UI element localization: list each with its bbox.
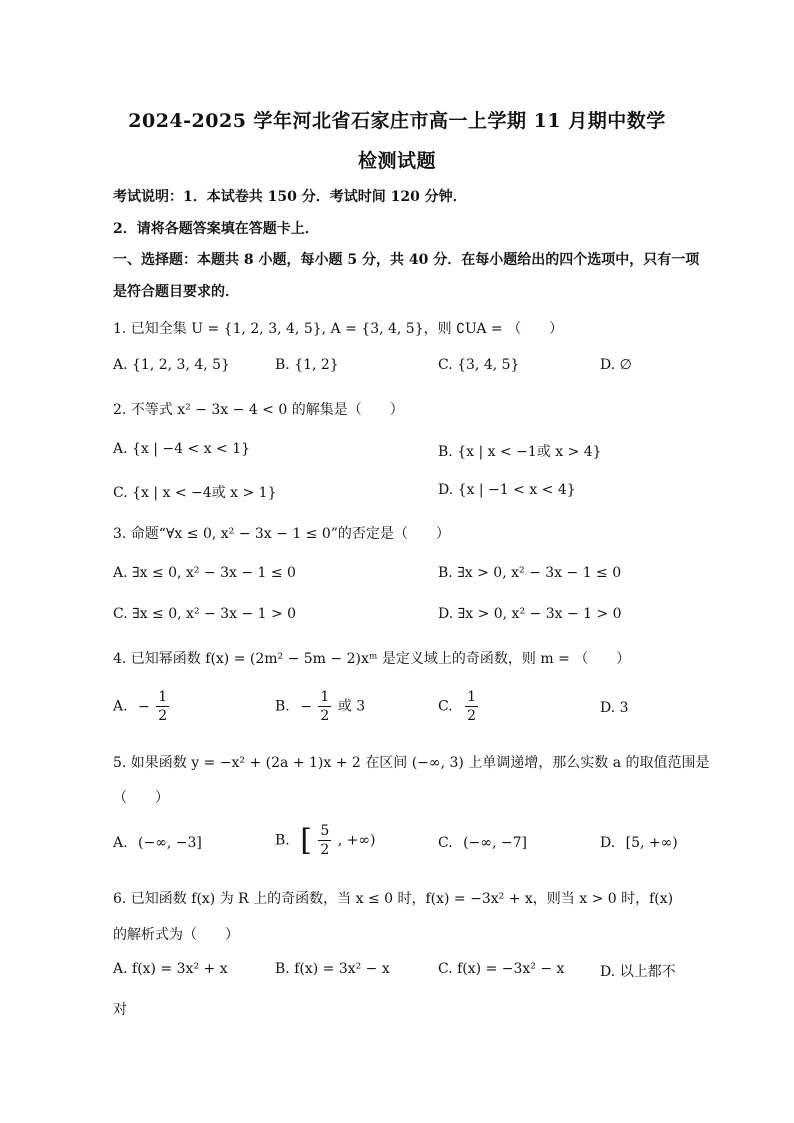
option-label: D. xyxy=(600,835,616,851)
fraction xyxy=(156,688,169,725)
option-label: B. xyxy=(275,698,290,715)
question-6-option-d: D. 以上都不 xyxy=(600,964,676,980)
question-6-stem-line1: 6. 已知函数 f(x) 为 R 上的奇函数，当 x ≤ 0 时，f(x) = −3x² + x，则当 x > 0 时，f(x) xyxy=(113,891,674,907)
fraction-denominator: 2 xyxy=(467,708,477,724)
section1-heading-line2: 是符合题目要求的． xyxy=(113,284,239,300)
question-4-option-a xyxy=(113,688,171,725)
option-value: (−∞, −3] xyxy=(138,835,202,851)
interval-tail: , +∞) xyxy=(337,832,376,849)
question-6-option-c: C. f(x) = −3x² − x xyxy=(438,961,565,977)
instructions-line2: 2．请将各题答案填在答题卡上． xyxy=(113,221,319,237)
question-3-option-c: C. ∃x ≤ 0, x² − 3x − 1 > 0 xyxy=(113,606,297,622)
question-1-stem: 1. 已知全集 U = {1, 2, 3, 4, 5}, A = {3, 4, 5}，则 ∁UA = （ ） xyxy=(113,321,564,337)
fraction-numerator: 1 xyxy=(467,689,477,705)
question-3-option-d: D. ∃x > 0, x² − 3x − 1 > 0 xyxy=(438,606,622,622)
fraction xyxy=(318,688,331,725)
fraction-denominator: 2 xyxy=(158,708,168,724)
question-2-option-d: D. {x | −1 < x < 4} xyxy=(438,482,576,498)
fraction xyxy=(465,688,478,725)
question-6-stem-line2: 的解析式为（ ） xyxy=(113,927,239,943)
question-1-option-c: C. {3, 4, 5} xyxy=(438,357,520,373)
question-1-option-a: A. {1, 2, 3, 4, 5} xyxy=(113,357,230,373)
minus-sign: − xyxy=(300,698,312,715)
minus-sign: − xyxy=(138,698,150,715)
question-6-option-b: B. f(x) = 3x² − x xyxy=(275,961,390,977)
option-tail: 或 3 xyxy=(337,698,366,715)
option-label: D. xyxy=(600,700,616,716)
question-6-option-d-wrap: 对 xyxy=(113,1002,127,1018)
exam-title-line2: 检测试题 xyxy=(357,150,436,172)
fraction xyxy=(318,822,331,859)
option-value: [5, +∞) xyxy=(625,835,678,851)
option-value: (−∞, −7] xyxy=(463,835,527,851)
fraction-numerator: 1 xyxy=(158,689,168,705)
question-3-option-b: B. ∃x > 0, x² − 3x − 1 ≤ 0 xyxy=(438,565,622,581)
question-1-option-d: D. ∅ xyxy=(600,357,632,373)
question-3-option-a: A. ∃x ≤ 0, x² − 3x − 1 ≤ 0 xyxy=(113,565,296,581)
fraction-numerator: 1 xyxy=(320,689,330,705)
fraction-denominator: 2 xyxy=(320,842,330,858)
question-5-option-a xyxy=(113,835,202,851)
left-bracket: [ xyxy=(300,823,312,858)
question-3-stem: 3. 命题“∀x ≤ 0, x² − 3x − 1 ≤ 0”的否定是（ ） xyxy=(113,526,450,542)
section1-heading-line1: 一、选择题：本题共 8 小题，每小题 5 分，共 40 分．在每小题给出的四个选项中，只有一项 xyxy=(113,252,700,268)
option-label: C. xyxy=(438,698,453,715)
question-5-stem-line1: 5. 如果函数 y = −x² + (2a + 1)x + 2 在区间 (−∞, 3) 上单调递增，那么实数 a 的取值范围是 xyxy=(113,755,710,771)
option-label: A. xyxy=(113,698,128,715)
question-4-option-c xyxy=(438,688,480,725)
instructions-line1: 考试说明：1．本试卷共 150 分．考试时间 120 分钟． xyxy=(113,189,467,205)
question-5-option-b xyxy=(275,822,376,859)
question-5-stem-line2: （ ） xyxy=(113,790,169,806)
option-label: C. xyxy=(438,835,453,851)
option-label: A. xyxy=(113,835,128,851)
question-5-option-c xyxy=(438,835,527,851)
question-2-option-b: B. {x | x < −1或 x > 4} xyxy=(438,444,602,460)
question-4-option-d xyxy=(600,700,629,716)
question-2-option-a: A. {x | −4 < x < 1} xyxy=(113,441,251,457)
exam-title-line1: 2024-2025 学年河北省石家庄市高一上学期 11 月期中数学 xyxy=(128,110,666,132)
question-4-option-b xyxy=(275,688,365,725)
question-5-option-d xyxy=(600,835,678,851)
question-6-option-a: A. f(x) = 3x² + x xyxy=(113,961,228,977)
fraction-numerator: 5 xyxy=(320,823,330,839)
fraction-denominator: 2 xyxy=(320,708,330,724)
question-2-stem: 2. 不等式 x² − 3x − 4 < 0 的解集是（ ） xyxy=(113,402,404,418)
question-2-option-c: C. {x | x < −4或 x > 1} xyxy=(113,485,277,501)
option-label: B. xyxy=(275,832,290,849)
question-1-option-b: B. {1, 2} xyxy=(275,357,339,373)
option-value: 3 xyxy=(619,700,629,716)
question-4-stem: 4. 已知幂函数 f(x) = (2m² − 5m − 2)xᵐ 是定义域上的奇函数，则 m = （ ） xyxy=(113,651,631,667)
